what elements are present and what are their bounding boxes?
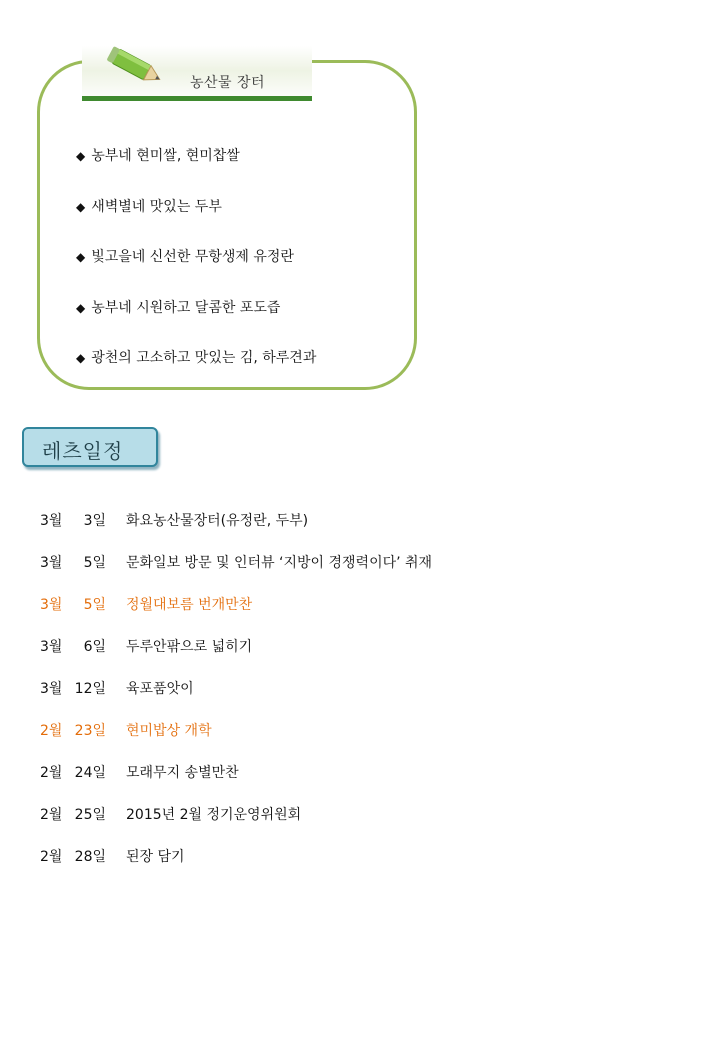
diamond-bullet-icon: ◆ <box>76 351 86 365</box>
market-title: 농산물 장터 <box>190 75 266 91</box>
market-header <box>82 46 312 101</box>
diamond-bullet-icon: ◆ <box>76 300 86 315</box>
diamond-bullet-icon: ◆ <box>76 199 86 214</box>
schedule-day: 25일 <box>74 807 106 823</box>
schedule-day: 24일 <box>74 765 106 781</box>
schedule-title: 레츠일정 <box>42 439 124 463</box>
schedule-day: 23일 <box>74 723 106 739</box>
schedule-event: 두루안팎으로 넓히기 <box>126 639 253 655</box>
schedule-month: 2월 <box>40 723 63 739</box>
schedule-month: 2월 <box>40 765 63 781</box>
schedule-event: 모래무지 송별만찬 <box>126 765 239 781</box>
schedule-month: 3월 <box>40 597 63 613</box>
schedule-month: 2월 <box>40 807 63 823</box>
schedule-event: 현미밥상 개학 <box>126 723 212 739</box>
schedule-month: 3월 <box>40 639 63 655</box>
schedule-event: 된장 담기 <box>126 849 185 865</box>
diamond-bullet-icon: ◆ <box>76 149 86 163</box>
pencil-icon <box>106 46 170 92</box>
schedule-month: 2월 <box>40 849 63 865</box>
schedule-day: 28일 <box>74 849 106 865</box>
list-item: ◆ 농부네 시원하고 달콤한 포도즙 <box>76 299 281 316</box>
schedule-event: 2015년 2월 정기운영위원회 <box>126 807 302 823</box>
schedule-section-tab <box>22 427 158 467</box>
list-item: ◆ 농부네 현미쌀, 현미찹쌀 <box>76 148 240 164</box>
market-list <box>76 146 316 399</box>
schedule-day: 12일 <box>74 681 106 697</box>
schedule-day: 6일 <box>83 639 106 655</box>
schedule-day: 5일 <box>83 597 106 613</box>
schedule-event: 문화일보 방문 및 인터뷰 ‘지방이 경쟁력이다’ 취재 <box>126 555 433 571</box>
schedule-event: 화요농산물장터(유정란, 두부) <box>126 513 309 529</box>
schedule-day: 5일 <box>83 555 106 571</box>
header-underline <box>82 96 312 101</box>
list-item: ◆ 빛고을네 신선한 무항생제 유정란 <box>76 249 294 265</box>
list-item: ◆ 광천의 고소하고 맛있는 김, 하루견과 <box>76 350 317 366</box>
schedule-event: 육포품앗이 <box>126 681 194 697</box>
schedule-event: 정월대보름 번개만찬 <box>126 597 253 613</box>
diamond-bullet-icon: ◆ <box>76 250 86 264</box>
schedule-month: 3월 <box>40 681 63 697</box>
schedule-month: 3월 <box>40 513 63 529</box>
list-item: ◆ 새벽별네 맛있는 두부 <box>76 198 222 215</box>
schedule-month: 3월 <box>40 555 63 571</box>
schedule-day: 3일 <box>83 513 106 529</box>
